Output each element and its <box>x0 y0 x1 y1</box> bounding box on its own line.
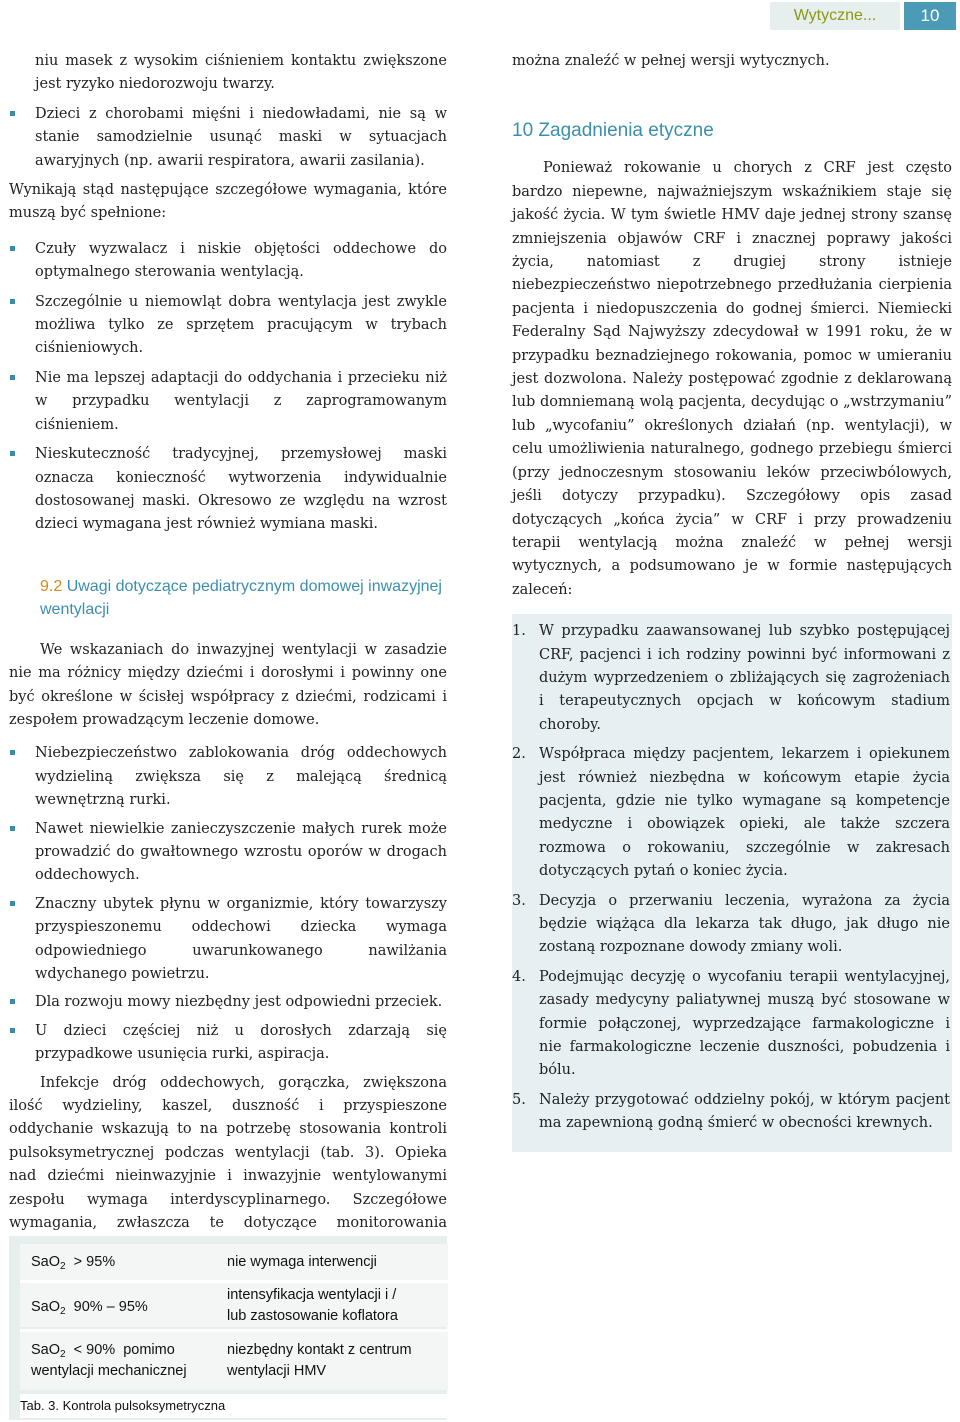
action-line: intensyfikacja wentylacji i / <box>227 1287 397 1303</box>
param-subscript: 2 <box>60 1261 66 1272</box>
list-item <box>9 367 447 437</box>
list-item-text: Czuły wyzwalacz i niskie objętości oddechowe do optymalnego sterowania wentylacją. <box>35 240 447 281</box>
list-item <box>9 893 447 987</box>
item-number: 3. <box>512 892 526 909</box>
item-number: 1. <box>512 623 526 640</box>
action-line: niezbędny kontakt z centrum <box>227 1342 412 1358</box>
list-item <box>512 1089 950 1136</box>
table-caption: Tab. 3. Kontrola pulsoksymetryczna <box>20 1394 448 1418</box>
page-number: 10 <box>904 2 956 30</box>
list-item-text: Dla rozwoju mowy niezbędny jest odpowiedni przeciek. <box>35 994 443 1011</box>
list-item-text: Znaczny ubytek płynu w organizmie, który towarzyszy przyspieszonemu oddechowi dziecka wymaga odpowiedniego uwarunkowanego nawilżania wdychanego powietrzu. <box>35 895 447 982</box>
list-item-text: Podejmując decyzję o wycofaniu terapii wentylacyjnej, zasady medycyny paliatywnej muszą być stosowane w formie połączonej, wyprzedzające farmakologiczne i nie farmakologiczne leczenie duszności, pobudzenia i bólu. <box>539 968 950 1079</box>
list-item <box>9 742 447 812</box>
left-column <box>9 50 447 1259</box>
parameter-cell <box>31 1252 115 1273</box>
section-heading-10: 10 Zagadnienia etyczne <box>512 120 714 142</box>
page-header <box>0 0 960 36</box>
action-cell <box>227 1340 412 1382</box>
table-row <box>20 1332 448 1390</box>
running-title: Wytyczne... <box>770 2 900 30</box>
param-value: > 95% <box>65 1254 116 1270</box>
square-bullet-icon <box>10 1028 15 1033</box>
list-item-text: Współpraca między pacjentem, lekarzem i opiekunem jest również niezbędna w końcowym etapie życia pacjenta, gdzie nie tylko wymagane są kompetencje medyczne i obowiązek opieki, ale także szczera rozmowa o rokowaniu, szczególnie w zakresach dotyczących pytań o koniec życia. <box>539 746 950 880</box>
square-bullet-icon <box>10 299 15 304</box>
list-item-text: Dzieci z chorobami mięśni i niedowładami, nie są w stanie samodzielnie usunąć maski w sytuacjach awaryjnych (np. awarii respiratora, awarii zasilania). <box>35 105 447 169</box>
table-row <box>20 1244 448 1280</box>
param-label: SaO <box>31 1342 61 1358</box>
list-item-text: Szczególnie u niemowląt dobra wentylacja jest zwykle możliwa tylko ze sprzętem pracującym w trybach ciśnieniowych. <box>35 293 447 357</box>
param-subscript: 2 <box>60 1306 66 1317</box>
continuation-text: można znaleźć w pełnej wersji wytycznych. <box>512 53 830 69</box>
list-item <box>9 103 447 173</box>
list-item <box>512 966 950 1083</box>
list-item <box>9 238 447 285</box>
item-number: 2. <box>512 746 526 763</box>
list-item-text: Niebezpieczeństwo zablokowania dróg oddechowych wydzieliną zwiększa się z malejącą średnicą wewnętrzną rurki. <box>35 745 447 809</box>
item-number: 5. <box>512 1091 526 1108</box>
param-label: SaO <box>31 1299 61 1315</box>
parameter-cell <box>31 1297 148 1318</box>
square-bullet-icon <box>10 451 15 456</box>
square-bullet-icon <box>10 750 15 755</box>
list-item <box>9 1020 447 1067</box>
action-cell: nie wymaga interwencji <box>227 1254 377 1270</box>
table-row <box>20 1283 448 1327</box>
list-item-text: W przypadku zaawansowanej lub szybko postępującej CRF, pacjenci i ich rodziny powinni być informowani z dużym wyprzedzeniem o zbliżających się zagrożeniach i terapeutycznych opcjach w końcowym stadium choroby. <box>539 623 950 733</box>
square-bullet-icon <box>10 246 15 251</box>
list-item <box>9 443 447 537</box>
pulse-oximetry-table <box>9 1236 447 1420</box>
square-bullet-icon <box>10 375 15 380</box>
parameter-cell <box>31 1340 187 1382</box>
square-bullet-icon <box>10 999 15 1004</box>
section-title: Uwagi dotyczące pediatrycznym domowej inwazyjnej wentylacji <box>40 577 442 618</box>
list-item-text: Należy przygotować oddzielny pokój, w którym pacjent ma zapewnioną godną śmierć w obecności krewnych. <box>539 1091 950 1132</box>
right-column <box>512 50 952 1152</box>
param-subscript: 2 <box>60 1349 66 1360</box>
intro-list <box>9 103 447 173</box>
list-item-text: Nie ma lepszej adaptacji do oddychania i przecieku niż w przypadku wentylacji z zaprogramowanym ciśnieniem. <box>35 369 447 433</box>
ethics-body: Ponieważ rokowanie u chorych z CRF jest często bardzo niepewne, najważniejszym wskaźnikiem staje się jakość życia. W tym świetle HMV daje jednej strony szansę zmniejszenia objawów CRF i znacznej poprawy jakości życia, natomiast z drugiej strony istnieje niebezpieczeństwo niepotrzebnego przedłużania cierpienia pacjenta i niedopuszczenia do godnej śmierci. Niemiecki Federalny Sąd Najwyższy zdecydował w 1991 roku, że w przypadku beznadziejnego rokowania, pomoc w umieraniu jest dozwolona. Należy postępować zgodnie z deklarowaną lub domniemaną wolą pacjenta, decydując o „wstrzymaniu” lub „wycofaniu” określonych działań (np. wentylacji), w celu umożliwienia naturalnego, godnego przebiegu śmierci (przy jednoczesnym stosowaniu leków przeciwbólowych, jeśli dotyczy przypadku). Szczegółowy opis zasad dotyczących „końca życia” w CRF i przy prowadzeniu terapii wentylacją można znaleźć w pełnej wersji wytycznych, a podsumowano je w formie następujących zaleceń: <box>512 160 952 598</box>
param-value: 90% – 95% <box>65 1299 148 1315</box>
list-item-continuation: niu masek z wysokim ciśnieniem kontaktu zwiększone jest ryzyko niedorozwoju twarzy. <box>35 53 447 93</box>
square-bullet-icon <box>10 826 15 831</box>
closing-paragraph: Infekcje dróg oddechowych, gorączka, zwiększona ilość wydzieliny, kaszel, duszność i przyspieszone oddychanie wskazują to na potrzebę stosowania kontroli pulsoksymetrycznej podczas wentylacji (tab. 3). Opieka nad dziećmi nieinwazyjnie i inwazyjnie wentylowanymi zespołu wymaga interdyscyplinarnego. Szczegółowe wymagania, zwłaszcza te dotyczące monitorowania <box>9 1074 447 1232</box>
square-bullet-icon <box>10 111 15 116</box>
requirements-lead: Wynikają stąd następujące szczegółowe wymagania, które muszą być spełnione: <box>9 182 447 222</box>
list-item-text: Decyzja o przerwaniu leczenia, wyrażona za życia będzie wiążąca dla lekarza tak długo, jak długo nie zostaną rozpoznane dowody zmiany woli. <box>539 892 950 956</box>
list-item <box>512 620 950 737</box>
param-value: < 90% pomimo <box>65 1342 175 1358</box>
param-label: SaO <box>31 1254 61 1270</box>
list-item <box>9 991 447 1014</box>
action-line: lub zastosowanie koflatora <box>227 1308 398 1324</box>
section-number: 9.2 <box>40 577 63 595</box>
action-line: wentylacji HMV <box>227 1363 327 1379</box>
list-item <box>9 291 447 361</box>
section-heading-9-2 <box>9 575 447 621</box>
square-bullet-icon <box>10 901 15 906</box>
requirements-list <box>9 238 447 537</box>
item-number: 4. <box>512 968 526 985</box>
list-item-text: Nieskuteczność tradycyjnej, przemysłowej maski oznacza konieczność wytworzenia indywidualnie dostosowanej maski. Okresowo ze względu na wzrost dzieci wymagana jest również wymiana maski. <box>35 446 447 533</box>
list-item <box>9 818 447 888</box>
section-intro: We wskazaniach do inwazyjnej wentylacji w zasadzie nie ma różnicy między dziećmi i dorosłymi i powinny one być określone w ścisłej współpracy z dziećmi, rodzicami i zespołem prowadzącym leczenie domowe. <box>9 641 447 728</box>
list-item-text: Nawet niewielkie zanieczyszczenie małych rurek może prowadzić do gwałtownego wzrostu oporów w drogach oddechowych. <box>35 820 447 884</box>
risks-list <box>9 742 447 1066</box>
action-cell <box>227 1285 398 1327</box>
recommendations-list <box>512 614 952 1152</box>
list-item <box>512 890 950 960</box>
list-item-text: U dzieci częściej niż u dorosłych zdarzają się przypadkowe usunięcia rurki, aspiracja. <box>35 1022 447 1063</box>
list-item <box>512 743 950 883</box>
param-extra: wentylacji mechanicznej <box>31 1363 187 1379</box>
